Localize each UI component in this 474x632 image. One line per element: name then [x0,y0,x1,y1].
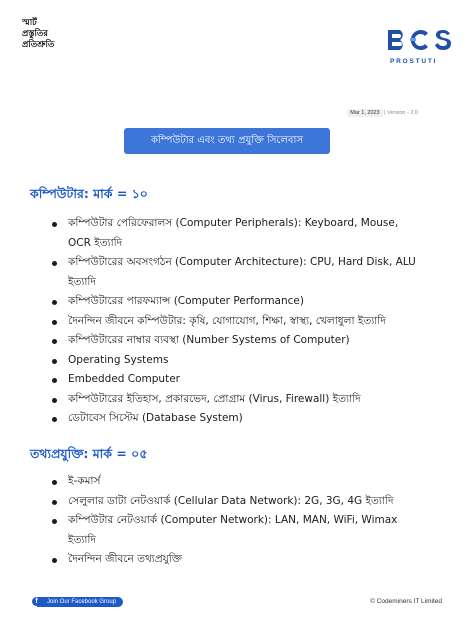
bullet-dot [52,320,57,325]
list-item: Operating Systems [68,351,420,371]
syllabus-title [124,128,330,154]
computer-section-heading: কম্পিউটার: মার্ক = ১০ [30,186,148,201]
bullet-dot [52,519,57,524]
list-item: কম্পিউটার পেরিফেরালস (Computer Peripherals): Keyboard, Mouse, OCR ইত্যাদি [68,214,420,253]
facebook-group-link[interactable] [32,596,123,607]
bullet-dot [52,261,57,266]
document-date: Mar 1, 2023 [347,109,382,117]
list-item: ডেটাবেস সিস্টেম (Database System) [68,409,420,429]
list-item: দৈনন্দিন জীবনে তথ্যপ্রযুক্তি [68,550,420,570]
syllabus-title-text: কম্পিউটার এবং তথ্য প্রযুক্তি সিলেবাস [151,134,303,146]
list-item: ই-কমার্স [68,472,420,492]
logo-subtitle: PROSTUTI [390,58,438,65]
ict-section-heading: তথ্যপ্রযুক্তি: মার্ক = ০৫ [30,446,148,461]
bullet-dot [52,558,57,563]
computer-topic-list [68,214,420,429]
bullet-dot [52,417,57,422]
facebook-group-label: Join Our Facebook Group [37,597,123,607]
bcs-prostuti-logo [384,24,456,66]
list-item: কম্পিউটারের নাম্বার ব্যবস্থা (Number Systems of Computer) [68,331,420,351]
bullet-dot [52,339,57,344]
tagline-line-3: প্রতিশ্রুতি [22,40,55,50]
bcs-logo-mark [384,24,456,56]
tagline [22,18,54,51]
bullet-dot [52,359,57,364]
list-item: কম্পিউটারের ইতিহাস, প্রকারভেদ, প্রোগ্রাম (Virus, Firewall) ইত্যাদি [68,390,420,410]
bullet-dot [52,398,57,403]
copyright-text: © Codeminers IT Limited [370,598,442,605]
tagline-line-2: প্রস্তুতির [22,29,48,39]
bullet-dot [52,480,57,485]
bullet-dot [52,500,57,505]
bullet-dot [52,378,57,383]
list-item: সেলুলার ডাটা নেটওয়ার্ক (Cellular Data Network): 2G, 3G, 4G ইত্যাদি [68,492,420,512]
bullet-dot [52,300,57,305]
list-item: কম্পিউটার নেটওয়ার্ক (Computer Network): LAN, MAN, WiFi, Wimax ইত্যাদি [68,511,420,550]
ict-topic-list [68,472,420,570]
facebook-icon: f [32,597,41,606]
bullet-dot [52,222,57,227]
list-item: কম্পিউটারের পারফম্যান্স (Computer Performance) [68,292,420,312]
tagline-line-1: স্মার্ট [22,18,37,28]
list-item: Embedded Computer [68,370,420,390]
list-item: দৈনন্দিন জীবনে কম্পিউটার: কৃষি, যোগাযোগ, শিক্ষা, স্বাস্থ্য, খেলাধুলা ইত্যাদি [68,312,420,332]
list-item: কম্পিউটারের অবসংগঠন (Computer Architecture): CPU, Hard Disk, ALU ইত্যাদি [68,253,420,292]
document-meta [347,110,418,116]
document-version: | Version - 2.0 [384,110,418,116]
